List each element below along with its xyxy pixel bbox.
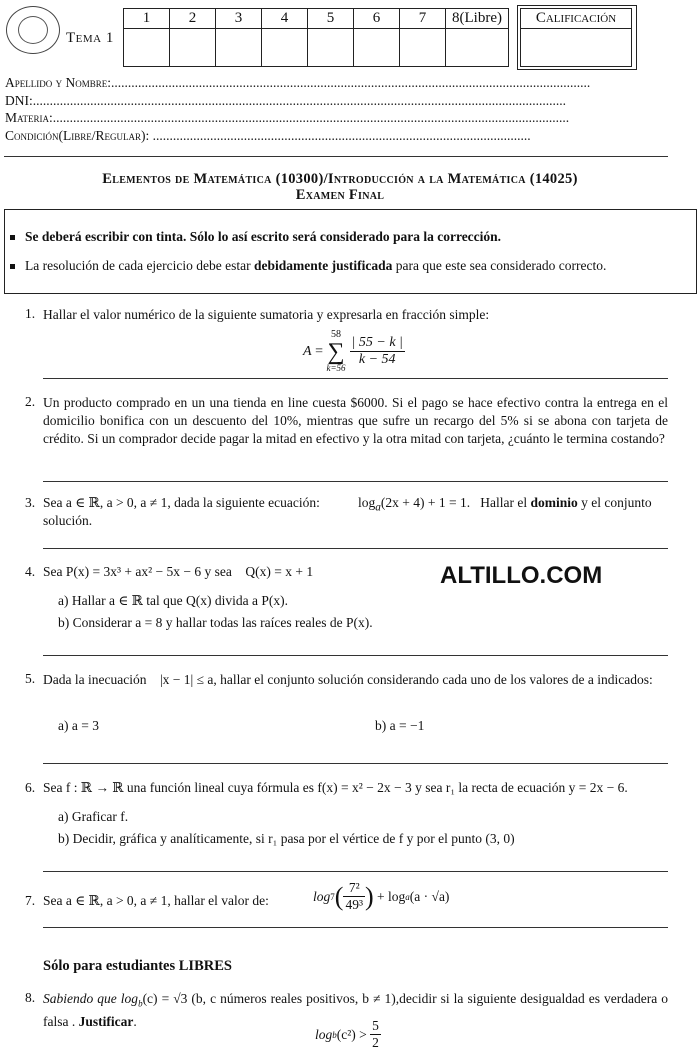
exercise-3-equation: $\log_a(2x + 4) + 1 = 1$. Hallar el dominio y el conjunto [358,495,652,514]
calificacion-table [520,8,632,67]
field-nombre[interactable]: Apellido y Nombre:.............................................................................................................................................. [5,75,591,90]
calificacion-cell[interactable] [521,29,632,67]
divider [43,927,668,928]
exercise-8-inequality: log b (c²) > $\frac{5}{2}$ [315,1018,379,1050]
exercise-8-text: Sabiendo que $\log_b(c) = √3$ (b, c números reales positivos, b ≠ 1),decidir si la siguiente desigualdad es verdadera o falsa . Justificar. [43,991,668,1029]
divider [43,548,668,549]
exercise-5-b: b) a = −1 [375,718,425,733]
score-cell[interactable] [262,29,308,67]
divider [43,871,668,872]
exam-subtitle: Examen Final [295,187,385,203]
libres-heading: Sólo para estudiantes LIBRES [43,958,232,974]
instruction-1: Se deberá escribir con tinta. Sólo lo así escrito será considerado para la corrección. [10,229,501,245]
exercise-number: 8. [25,990,36,1005]
exercise-2-text: Un producto comprado en un una tienda en line cuesta $6000. Si el pago se hace efectivo contra la entrega en el domicilio bonifica con un descuento del 10%, mientras que sufre un recargo del 5% si se abona con tarjeta de crédito. Si un comprador decide pagar la mitad en efectivo y la otra mitad con tarjeta, ¿cuánto le termina costando? [43,395,668,446]
divider [43,763,668,764]
exercise-5-text: Dada la inecuación |x − 1| ≤ a, hallar el conjunto solución considerando cada uno de los valores de a indicados: [43,672,653,687]
instructions-box [4,209,697,294]
exercise-6-b: b) Decidir, gráfica y analíticamente, si r₁ pasa por el vértice de f y por el punto (3, 0) [58,831,515,846]
grade-table [123,8,509,67]
score-cell[interactable] [216,29,262,67]
divider [43,481,668,482]
exercise-4-b: b) Considerar a = 8 y hallar todas las raíces reales de P(x). [58,615,373,630]
field-dni[interactable]: DNI:.............................................................................................................................................................. [5,93,566,108]
instruction-2: La resolución de cada ejercicio debe estar debidamente justificada para que este sea considerado correcto. [10,258,606,274]
exercise-number: 3. [25,495,36,510]
exercise-1-text: Hallar el valor numérico de la siguiente sumatoria y expresarla en fracción simple: [43,307,490,322]
field-condicion[interactable]: Condición(Libre/Regular): ................................................................................................................ [5,128,531,143]
col-header: 7 [400,9,446,29]
exercise-number: 5. [25,671,36,686]
exercise-3-line2: solución. [43,513,93,528]
col-header: 8(Libre) [446,9,509,29]
exercise-6-a: a) Graficar f. [58,809,129,824]
col-header: 1 [124,9,170,29]
exercise-4-a: a) Hallar a ∈ ℝ tal que Q(x) divida a P(x). [58,593,289,608]
field-materia[interactable]: Materia:......................................................................................................................................................... [5,110,570,125]
altillo-watermark: ALTILLO.COM [440,562,603,589]
exercise-7-text: Sea a ∈ ℝ, a > 0, a ≠ 1, hallar el valor de: [43,893,269,908]
exercise-6-text: Sea f : ℝ → ℝ una función lineal cuya fórmula es f(x) = x² − 2x − 3 y sea r₁ la recta de ecuación y = 2x − 6. [43,780,628,795]
score-cell[interactable] [400,29,446,67]
exercise-7-formula: log 7 ( $\frac{\text{7²}}{\text{49³}}$ ) + log a (a · √a) [313,880,450,912]
exercise-number: 1. [25,306,36,321]
divider [4,156,668,157]
divider [43,378,668,379]
exercise-number: 6. [25,780,36,795]
calificacion-label: Calificación [521,9,632,29]
score-cell[interactable] [170,29,216,67]
exercise-4-text: Sea P(x) = 3x³ + ax² − 5x − 6 y sea Q(x) = x + 1 [43,564,314,579]
exam-title: Elementos de Matemática (10300)/Introducción a la Matemática (14025) [102,171,578,187]
exercise-3-text: Sea a ∈ ℝ, a > 0, a ≠ 1, dada la siguiente ecuación: [43,495,320,510]
col-header: 6 [354,9,400,29]
col-header: 2 [170,9,216,29]
score-cell[interactable] [354,29,400,67]
exercise-number: 7. [25,893,36,908]
sum-formula: A = 58 ∑ k=56 $\frac{| 55 - k |}{k - 54}$ [303,329,403,373]
exercise-5-a: a) a = 3 [58,718,99,733]
col-header: 5 [308,9,354,29]
score-cell[interactable] [446,29,509,67]
score-cell[interactable] [308,29,354,67]
exercise-number: 2. [25,394,36,409]
divider [43,655,668,656]
col-header: 3 [216,9,262,29]
col-header: 4 [262,9,308,29]
tema-label: Tema 1 [66,30,114,46]
score-cell[interactable] [124,29,170,67]
university-seal [6,6,60,54]
exercise-number: 4. [25,564,36,579]
